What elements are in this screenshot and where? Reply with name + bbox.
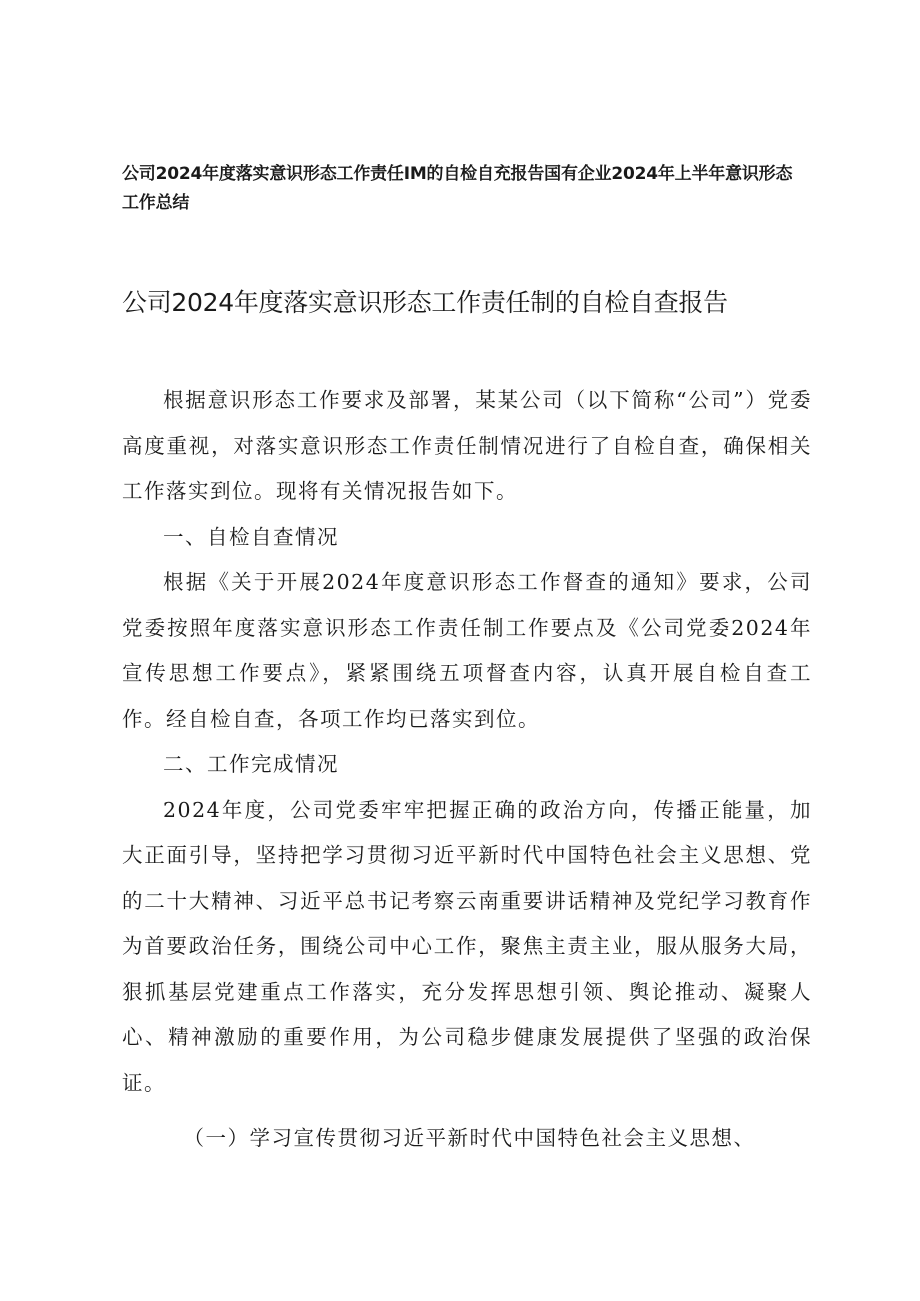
intro-paragraph: 根据意识形态工作要求及部署，某某公司（以下简称“公司”）党委高度重视，对落实意识形态工作责任制情况进行了自检自查，确保相关工作落实到位。现将有关情况报告如下。 xyxy=(122,388,812,503)
section-heading-self-inspection: 一、自检自查情况 xyxy=(163,524,339,549)
subsection-heading-study: （一）学习宣传贯彻习近平新时代中国特色社会主义思想、 xyxy=(183,1126,756,1150)
document-body xyxy=(122,378,812,1162)
document-header: 公司2024年度落实意识形态工作责任IM的自检自充报告国有企业2024年上半年意识形态工作总结 xyxy=(122,164,793,213)
section-body-work-completion: 2024年度，公司党委牢牢把握正确的政治方向，传播正能量，加大正面引导，坚持把学习贯彻习近平新时代中国特色社会主义思想、党的二十大精神、习近平总书记考察云南重要讲话精神及党纪学习教育作为首要政治任务，围绕公司中心工作，聚焦主责主业，服从服务大局，狠抓基层党建重点工作落实，充分发挥思想引领、舆论推动、凝聚人心、精神激励的重要作用，为公司稳步健康发展提供了坚强的政治保证。 xyxy=(122,797,812,1095)
section-heading-work-completion: 二、工作完成情况 xyxy=(163,752,339,776)
document-title: 公司2024年度落实意识形态工作责任制的自检自查报告 xyxy=(122,288,728,317)
section-body-self-inspection: 根据《关于开展2024年度意识形态工作督查的通知》要求，公司党委按照年度落实意识形态工作责任制工作要点及《公司党委2024年宣传思想工作要点》，紧紧围绕五项督查内容，认真开展自检自查工作。经自检自查，各项工作均已落实到位。 xyxy=(122,570,812,731)
